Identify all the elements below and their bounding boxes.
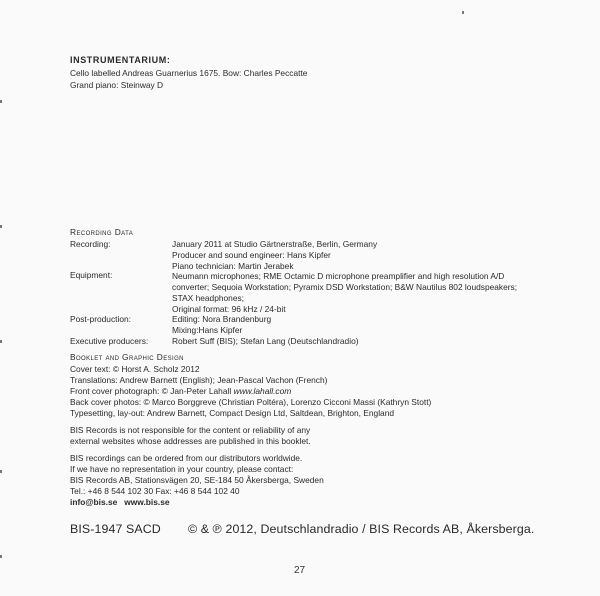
contact-line: BIS Records AB, Stationsvägen 20, SE-184 50 Åkersberga, Sweden xyxy=(70,475,324,485)
margin-mark xyxy=(0,225,2,228)
executive-producers-value: Robert Suff (BIS); Stefan Lang (Deutschlandradio) xyxy=(172,336,359,346)
recording-value: January 2011 at Studio Gärtnerstraße, Berlin, Germany xyxy=(172,239,378,249)
instrumentarium-line: Grand piano: Steinway D xyxy=(70,80,164,90)
catalog-number: BIS-1947 SACD xyxy=(70,522,161,536)
booklet-line xyxy=(70,386,291,397)
disclaimer-line: external websites whose addresses are published in this booklet. xyxy=(70,436,311,446)
booklet-line: Translations: Andrew Barnett (English); Jean-Pascal Vachon (French) xyxy=(70,375,328,385)
instrumentarium-title: INSTRUMENTARIUM: xyxy=(70,55,171,65)
lahall-website-link[interactable]: www.lahall.com xyxy=(233,386,292,396)
recording-data-heading: Recording Data xyxy=(70,227,134,237)
recording-value: Piano technician: Martin Jerabek xyxy=(172,261,294,271)
website-link[interactable]: www.bis.se xyxy=(124,497,170,507)
post-production-value: Mixing:Hans Kipfer xyxy=(172,325,243,335)
contact-line: Tel.: +46 8 544 102 30 Fax: +46 8 544 102 40 xyxy=(70,486,240,496)
booklet-line: Typesetting, lay-out: Andrew Barnett, Compact Design Ltd, Saltdean, Brighton, England xyxy=(70,408,395,418)
equipment-value: STAX headphones; xyxy=(172,293,245,303)
margin-mark xyxy=(0,340,2,343)
booklet-line: Back cover photos: © Marco Borggreve (Christian Poltéra), Lorenzo Cicconi Massi (Kathryn Stott) xyxy=(70,397,432,407)
margin-mark xyxy=(0,100,2,103)
email-link[interactable]: info@bis.se xyxy=(70,497,118,507)
speck-mark xyxy=(462,11,464,14)
recording-value: Producer and sound engineer: Hans Kipfer xyxy=(172,250,331,260)
contact-line xyxy=(70,497,170,508)
disclaimer-line: BIS Records is not responsible for the content or reliability of any xyxy=(70,425,311,435)
post-production-label: Post-production: xyxy=(70,314,131,324)
margin-mark xyxy=(0,555,2,558)
equipment-label: Equipment: xyxy=(70,270,113,280)
equipment-value: Original format: 96 kHz / 24-bit xyxy=(172,304,286,314)
instrumentarium-line: Cello labelled Andreas Guarnerius 1675. Bow: Charles Peccatte xyxy=(70,68,308,78)
contact-line: If we have no representation in your country, please contact: xyxy=(70,464,294,474)
booklet-line: Cover text: © Horst A. Scholz 2012 xyxy=(70,364,200,374)
margin-mark xyxy=(0,470,2,473)
equipment-value: converter; Sequoia Workstation; Pyramix DSD Workstation; B&W Nautilus 802 loudspeakers; xyxy=(172,282,518,292)
front-cover-credit: Front cover photograph: © Jan-Peter Lahall xyxy=(70,386,234,396)
contact-line: BIS recordings can be ordered from our distributors worldwide. xyxy=(70,453,303,463)
page-number: 27 xyxy=(294,565,306,576)
equipment-value: Neumann microphones; RME Octamic D microphone preamplifier and high resolution A/D xyxy=(172,271,505,281)
recording-label: Recording: xyxy=(70,239,111,249)
executive-producers-label: Executive producers: xyxy=(70,336,149,346)
copyright-notice: © & ℗ 2012, Deutschlandradio / BIS Records AB, Åkersberga. xyxy=(188,522,535,536)
booklet-heading: Booklet and Graphic Design xyxy=(70,352,184,362)
post-production-value: Editing: Nora Brandenburg xyxy=(172,314,272,324)
